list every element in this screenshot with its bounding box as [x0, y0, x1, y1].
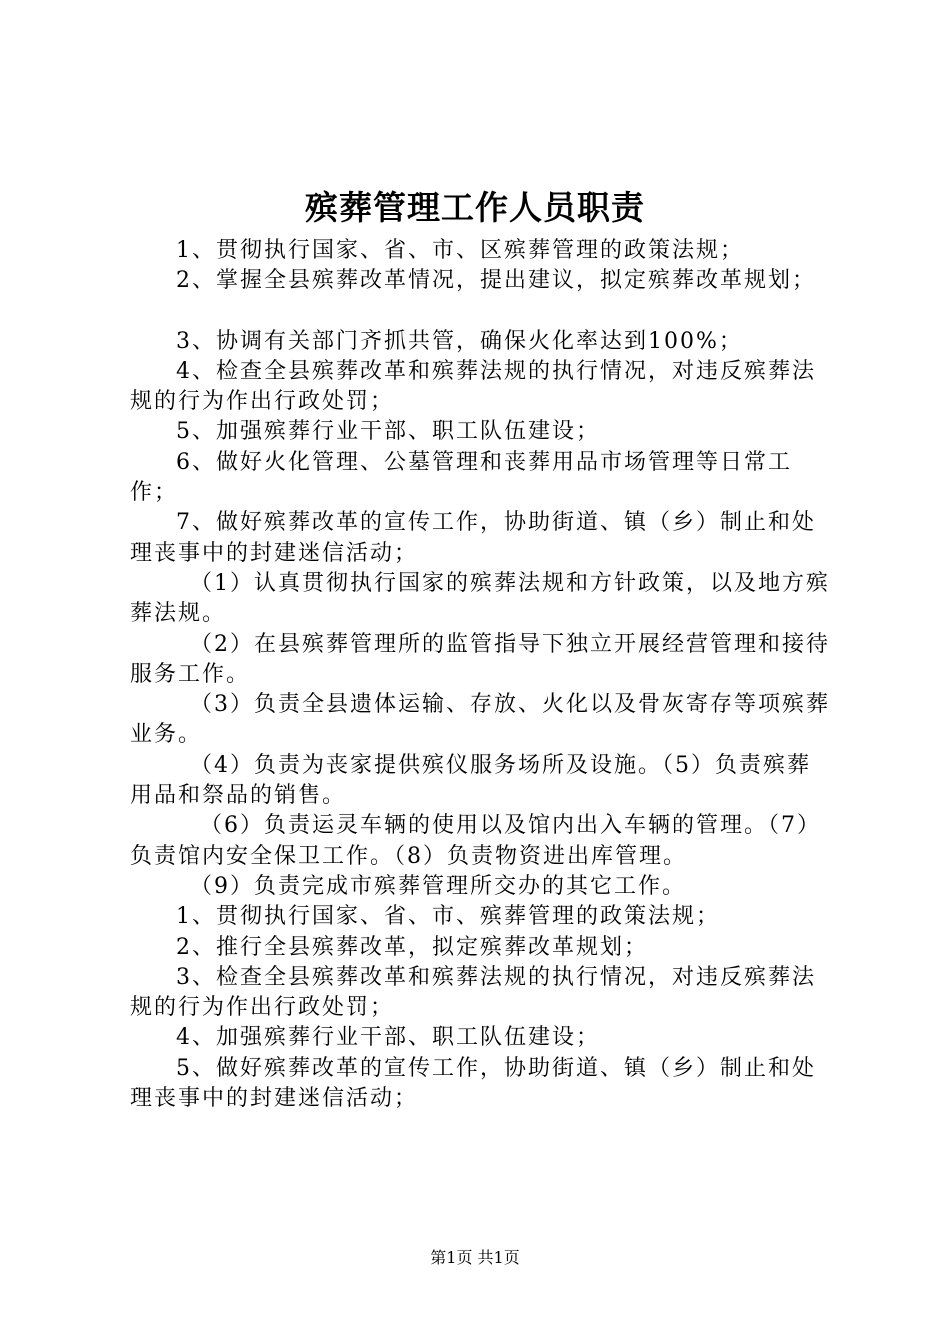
page-footer: 第1页 共1页 [430, 1248, 520, 1267]
paragraph-6: 6、做好火化管理、公墓管理和丧葬用品市场管理等日常工作； [130, 449, 792, 506]
paragraph-9: 2、推行全县殡葬改革，拟定殡葬改革规划； [176, 934, 648, 960]
paragraph-sub-6-8: （6）负责运灵车辆的使用以及馆内出入车辆的管理。（7）负责馆内安全保卫工作。（8）负责物资进出库管理。 [130, 813, 821, 869]
paragraph-2: 2、掌握全县殡葬改革情况，提出建议，拟定殡葬改革规划； [176, 268, 816, 294]
paragraph-sub-4-5: （4）负责为丧家提供殡仪服务场所及设施。（5）负责殡葬用品和祭品的销售。 [130, 752, 811, 809]
document-body [130, 236, 832, 1114]
paragraph-11: 4、加强殡葬行业干部、职工队伍建设； [176, 1025, 600, 1051]
paragraph-4: 4、检查全县殡葬改革和殡葬法规的执行情况，对违反殡葬法规的行为作出行政处罚； [130, 358, 816, 415]
paragraph-8: 1、贯彻执行国家、省、市、殡葬管理的政策法规； [176, 904, 720, 930]
paragraph-sub-9: （9）负责完成市殡葬管理所交办的其它工作。 [190, 873, 686, 899]
paragraph-sub-1: （1）认真贯彻执行国家的殡葬法规和方针政策，以及地方殡葬法规。 [130, 570, 830, 627]
paragraph-sub-2: （2）在县殡葬管理所的监管指导下独立开展经营管理和接待服务工作。 [130, 631, 830, 687]
paragraph-1: 1、贯彻执行国家、省、市、区殡葬管理的政策法规； [176, 238, 744, 263]
paragraph-sub-3: （3）负责全县遗体运输、存放、火化以及骨灰寄存等项殡葬业务。 [130, 692, 830, 748]
paragraph-10: 3、检查全县殡葬改革和殡葬法规的执行情况，对违反殡葬法规的行为作出行政处罚； [130, 964, 816, 1021]
paragraph-12: 5、做好殡葬改革的宣传工作，协助街道、镇（乡）制止和处理丧事中的封建迷信活动； [130, 1055, 816, 1112]
paragraph-7: 7、做好殡葬改革的宣传工作，协助街道、镇（乡）制止和处理丧事中的封建迷信活动； [130, 510, 816, 566]
paragraph-3: 3、协调有关部门齐抓共管，确保火化率达到100%； [176, 328, 743, 354]
paragraph-5: 5、加强殡葬行业干部、职工队伍建设； [176, 419, 600, 445]
document-title: 殡葬管理工作人员职责 [305, 188, 645, 227]
